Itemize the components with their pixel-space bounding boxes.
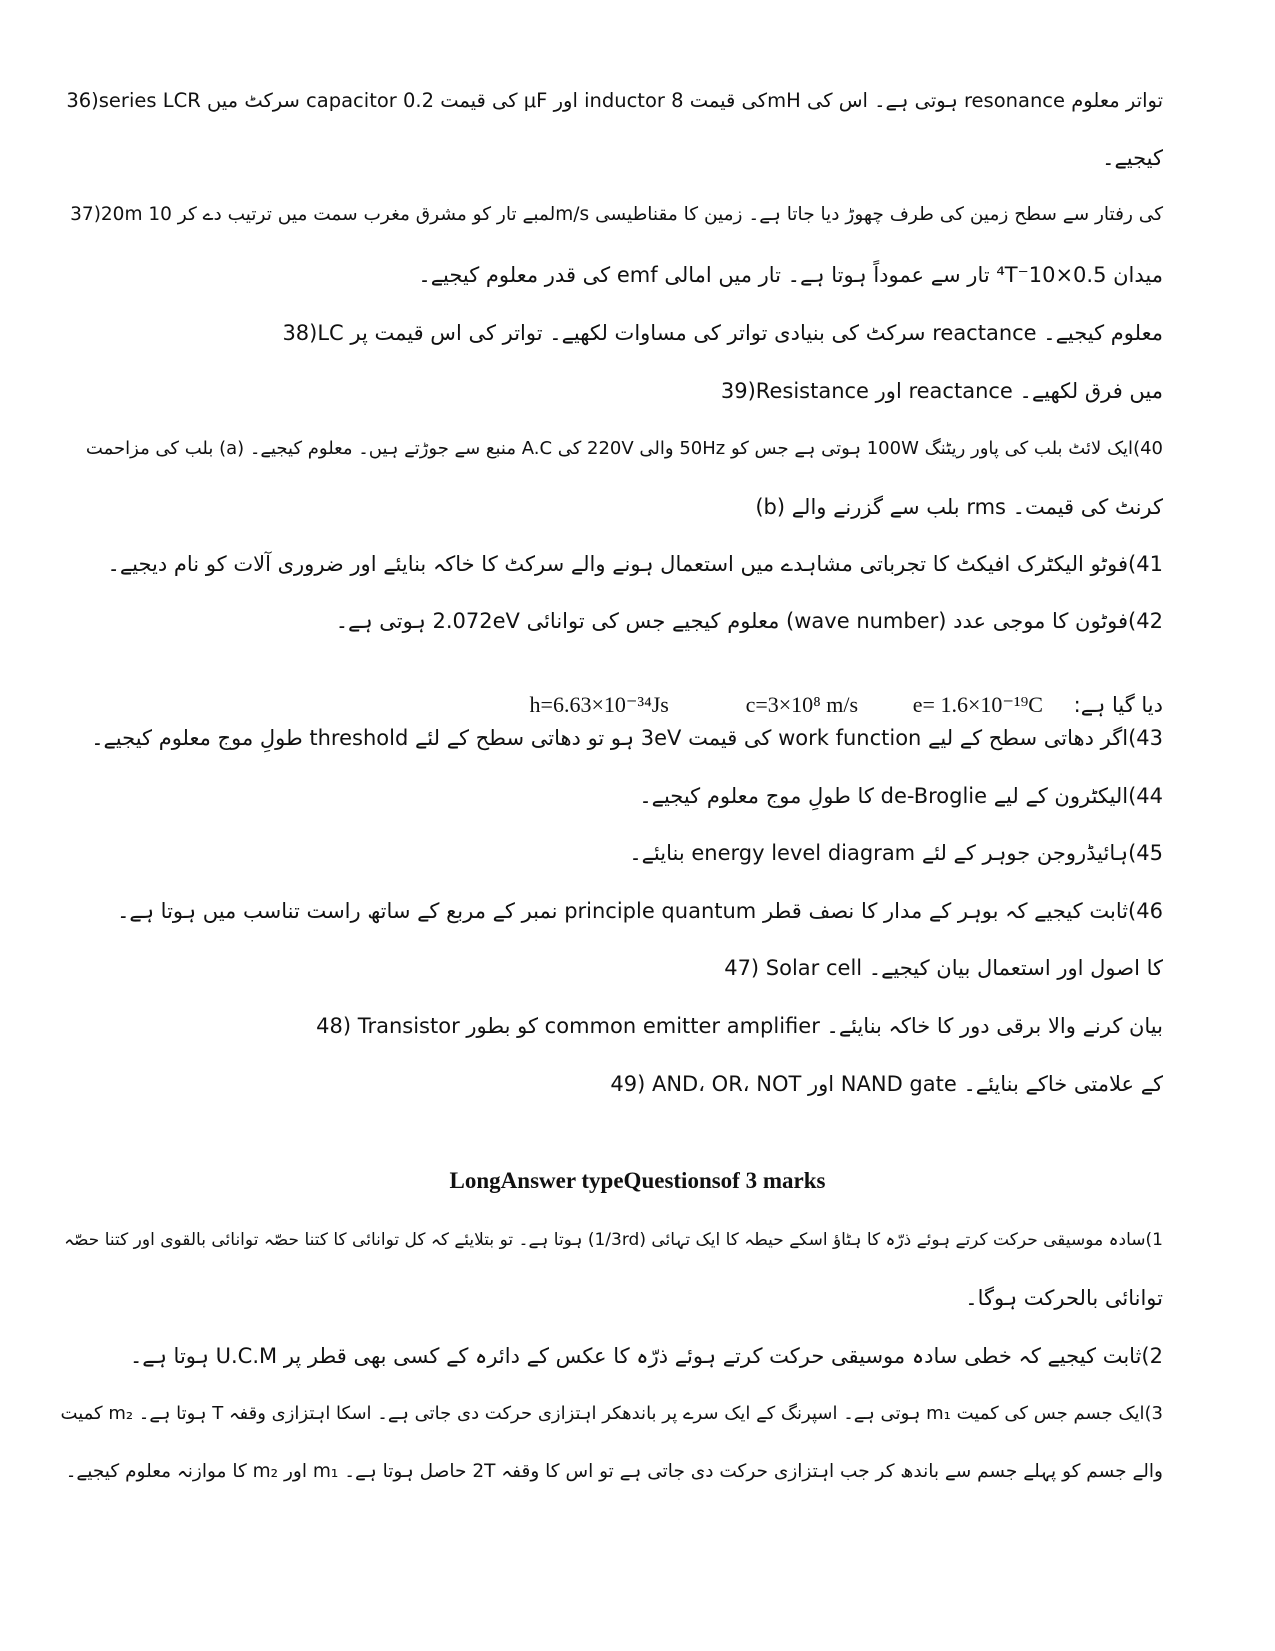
question-40-line-1: 40)ایک لائٹ بلب کی پاور ریٹنگ 100W ہوتی ہے جس کو 50Hz والی 220V کی A.C منبع سے جوڑتے ہیں۔ معلوم کیجیے۔ (a) بلب کی مزاحمت: [85, 438, 1163, 459]
planck-constant-value: h=6.63×10⁻³⁴Js: [529, 692, 669, 717]
given-constants: [530, 690, 1163, 720]
long-question-1-line-2: توانائی بالحرکت ہوگا۔: [965, 1286, 1163, 1310]
question-49-line-1: 49) AND، OR، NOT اور NAND gate کے علامتی خاکے بنایئے۔: [610, 1072, 1163, 1096]
given-label: دیا گیا ہے:: [1073, 693, 1163, 717]
question-47-line-1: 47) Solar cell کا اصول اور استعمال بیان کیجیے۔: [724, 956, 1163, 980]
question-41-line-1: 41)فوٹو الیکٹرک افیکٹ کا تجرباتی مشاہدے میں استعمال ہونے والے سرکٹ کا خاکہ بنایئے اور ضروری آلات کو نام دیجیے۔: [107, 552, 1163, 576]
question-36-line-1: 36)series LCR سرکٹ میں capacitor کی قیمت 0.2 μF اور inductor کی قیمت 8mH ہوتی ہے۔ اس کی resonance تواتر معلوم: [66, 89, 1163, 112]
question-40-line-2: (b) بلب سے گزرنے والے rms کرنٹ کی قیمت۔: [755, 495, 1163, 519]
question-39-line-1: 39)Resistance اور reactance میں فرق لکھیے۔: [720, 379, 1163, 403]
long-question-3-line-1: 3)ایک جسم جس کی کمیت m₁ ہوتی ہے۔ اسپرنگ کے ایک سرے پر باندھکر اہتزازی حرکت دی جاتی ہے۔ اسکا اہتزازی وقفہ T ہوتا ہے۔ m₂ کمیت: [60, 1403, 1163, 1424]
question-45-line-1: 45)ہائیڈروجن جوہر کے لئے energy level diagram بنایئے۔: [629, 841, 1163, 865]
question-36-line-2: کیجیے۔: [1102, 146, 1163, 170]
speed-of-light-value: c=3×10⁸ m/s: [745, 692, 859, 717]
question-44-line-1: 44)الیکٹرون کے لیے de-Broglie کا طولِ موج معلوم کیجیے۔: [639, 784, 1163, 808]
question-38-line-1: 38)LC سرکٹ کی بنیادی تواتر کی مساوات لکھیے۔ تواتر کی اس قیمت پر reactance معلوم کیجیے۔: [282, 321, 1163, 345]
long-question-3-line-2: والے جسم کو پہلے جسم سے باندھ کر جب اہتزازی حرکت دی جاتی ہے تو اس کا وقفہ 2T حاصل ہوتا ہے۔ m₁ اور m₂ کا موازنہ معلوم کیجیے۔: [65, 1461, 1163, 1482]
long-question-2-line-1: 2)ثابت کیجیے کہ خطی سادہ موسیقی حرکت کرتے ہوئے ذرّہ کا عکس کے دائرہ کے کسی بھی قطر پر U.C.M ہوتا ہے۔: [129, 1344, 1163, 1368]
long-question-1-line-1: 1)سادہ موسیقی حرکت کرتے ہوئے ذرّہ کا ہٹاؤ اسکے حیطہ کا ایک تہائی (1/3rd) ہوتا ہے۔ تو بتلایئے کہ کل توانائی کا کتنا حصّہ توانائی بالقوی اور کتنا حصّہ: [64, 1230, 1163, 1250]
question-43-line-1: 43)اگر دھاتی سطح کے لیے work function کی قیمت 3eV ہو تو دھاتی سطح کے لئے threshold طولِ موج معلوم کیجیے۔: [91, 726, 1163, 750]
question-48-line-1: 48) Transistor کو بطور common emitter amplifier بیان کرنے والا برقی دور کا خاکہ بنایئے۔: [316, 1014, 1163, 1038]
electron-charge-value: e= 1.6×10⁻¹⁹C: [912, 692, 1043, 717]
section-heading: LongAnswer typeQuestionsof 3 marks: [449, 1168, 826, 1193]
question-46-line-1: 46)ثابت کیجیے کہ بوہر کے مدار کا نصف قطر principle quantum نمبر کے مربع کے ساتھ راست تناسب میں ہوتا ہے۔: [117, 899, 1163, 923]
question-37-line-1: 37)20m لمبے تار کو مشرق مغرب سمت میں ترتیب دے کر 10m/s کی رفتار سے سطح زمین کی طرف چھوڑ دیا جاتا ہے۔ زمین کا مقناطیسی: [70, 204, 1163, 225]
question-42-line-1: 42)فوٹون کا موجی عدد (wave number) معلوم کیجیے جس کی توانائی 2.072eV ہوتی ہے۔: [335, 609, 1163, 633]
question-37-line-2: میدان 0.5×10⁻⁴T تار سے عموداً ہوتا ہے۔ تار میں امالی emf کی قدر معلوم کیجیے۔: [418, 263, 1163, 287]
